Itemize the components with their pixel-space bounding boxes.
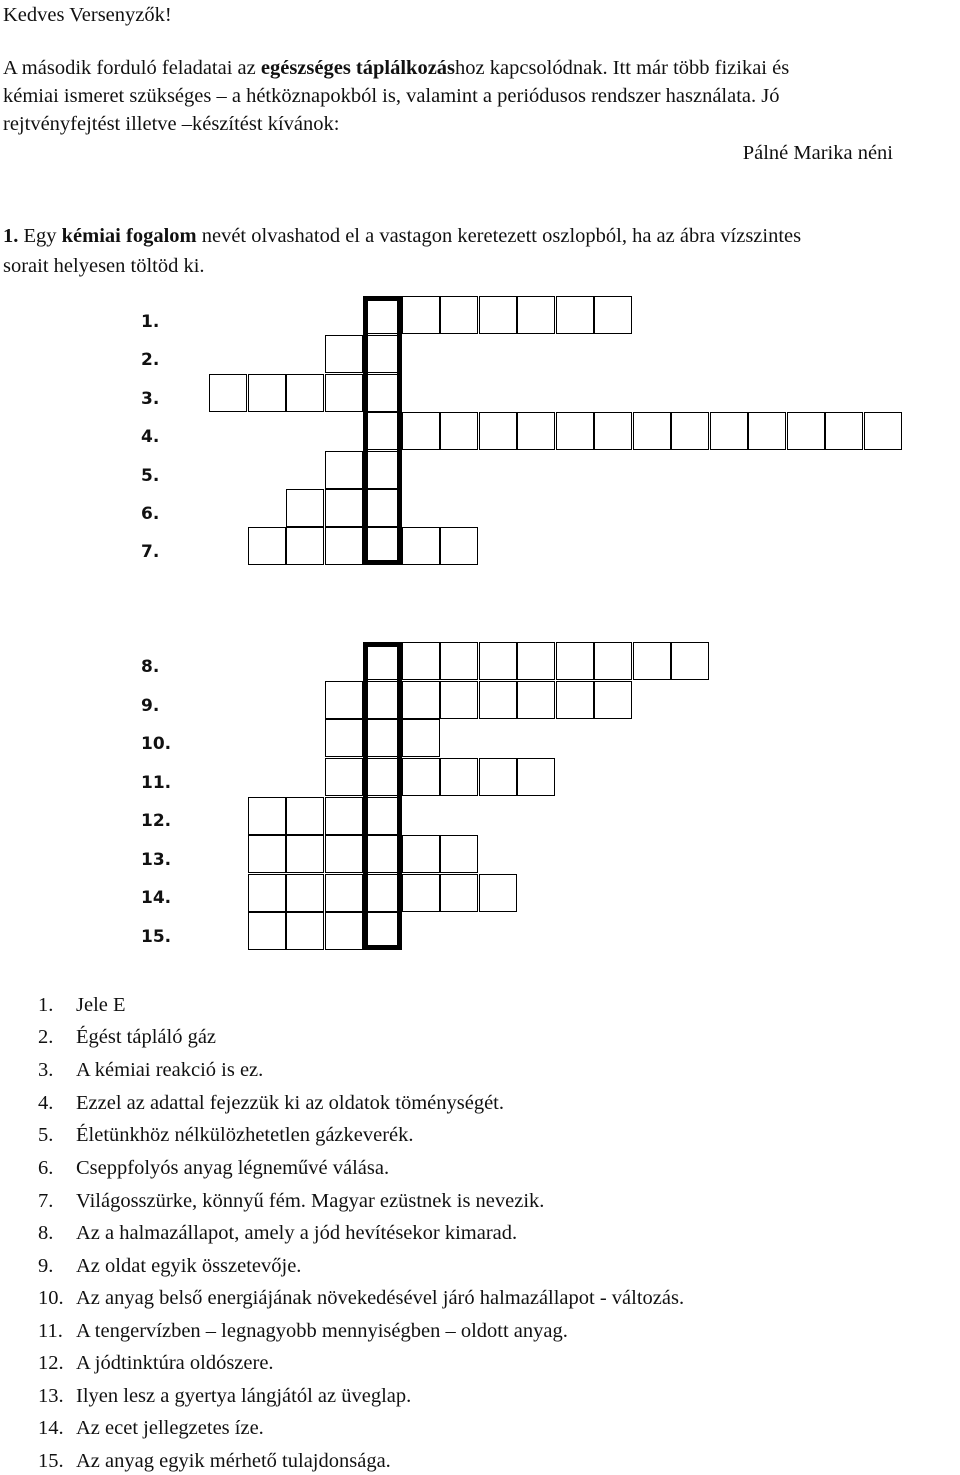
crossword-cell[interactable] bbox=[325, 451, 363, 489]
key-column-cell[interactable] bbox=[363, 412, 401, 450]
intro-line-1-bold: egészséges táplálkozás bbox=[260, 57, 456, 79]
crossword-cell[interactable] bbox=[325, 527, 363, 565]
clue-text: Az anyag belső energiájának növekedésével járó halmazállapot - változás. bbox=[76, 1287, 685, 1309]
crossword-cell[interactable] bbox=[325, 874, 363, 912]
crossword-cell[interactable] bbox=[517, 412, 555, 450]
key-column-cell[interactable] bbox=[363, 874, 401, 912]
crossword-cell[interactable] bbox=[402, 719, 440, 757]
crossword-cell[interactable] bbox=[325, 681, 363, 719]
task-line-2: sorait helyesen töltöd ki. bbox=[3, 255, 205, 277]
crossword-cell[interactable] bbox=[440, 835, 478, 873]
crossword-cell[interactable] bbox=[248, 835, 286, 873]
clue-item bbox=[38, 1287, 684, 1309]
crossword-cell[interactable] bbox=[402, 874, 440, 912]
crossword-cell[interactable] bbox=[402, 296, 440, 334]
crossword-cell[interactable] bbox=[286, 527, 324, 565]
crossword-cell[interactable] bbox=[479, 296, 517, 334]
crossword-cell[interactable] bbox=[286, 912, 324, 950]
key-column-cell[interactable] bbox=[363, 912, 401, 950]
row-number: 8. bbox=[141, 657, 160, 677]
clue-number: 9. bbox=[38, 1255, 54, 1277]
key-column-cell[interactable] bbox=[363, 719, 401, 757]
crossword-cell[interactable] bbox=[594, 412, 632, 450]
key-column-cell[interactable] bbox=[363, 681, 401, 719]
clue-text: Égést tápláló gáz bbox=[76, 1026, 217, 1048]
key-column-cell[interactable] bbox=[363, 489, 401, 527]
crossword-cell[interactable] bbox=[671, 412, 709, 450]
crossword-cell[interactable] bbox=[325, 489, 363, 527]
clue-number: 8. bbox=[38, 1222, 54, 1244]
clue-number: 10. bbox=[38, 1287, 64, 1309]
clue-number: 15. bbox=[38, 1450, 64, 1472]
crossword-cell[interactable] bbox=[286, 797, 324, 835]
clue-number: 6. bbox=[38, 1157, 54, 1179]
clue-text: A jódtinktúra oldószere. bbox=[76, 1352, 274, 1374]
crossword-cell[interactable] bbox=[556, 412, 594, 450]
crossword-cell[interactable] bbox=[517, 296, 555, 334]
clue-text: Életünkhöz nélkülözhetetlen gázkeverék. bbox=[76, 1124, 414, 1146]
crossword-cell[interactable] bbox=[556, 681, 594, 719]
crossword-cell[interactable] bbox=[517, 681, 555, 719]
task-line-1 bbox=[3, 225, 801, 247]
crossword-cell[interactable] bbox=[248, 527, 286, 565]
crossword-cell[interactable] bbox=[286, 374, 324, 412]
crossword-cell[interactable] bbox=[748, 412, 786, 450]
clue-item bbox=[38, 1385, 411, 1407]
clue-number: 3. bbox=[38, 1059, 54, 1081]
clue-number: 1. bbox=[38, 994, 54, 1016]
clue-item bbox=[38, 1190, 544, 1212]
crossword-cell[interactable] bbox=[325, 335, 363, 373]
crossword-cell[interactable] bbox=[402, 758, 440, 796]
row-number: 11. bbox=[141, 773, 172, 793]
crossword-cell[interactable] bbox=[286, 489, 324, 527]
key-column-cell[interactable] bbox=[363, 642, 401, 680]
clue-text: Ilyen lesz a gyertya lángjától az üveglap. bbox=[76, 1385, 412, 1407]
clue-number: 12. bbox=[38, 1352, 64, 1374]
crossword-cell[interactable] bbox=[671, 642, 709, 680]
clue-item bbox=[38, 1255, 301, 1277]
clue-number: 11. bbox=[38, 1320, 63, 1342]
row-number: 4. bbox=[141, 427, 160, 447]
row-number: 1. bbox=[141, 312, 160, 332]
crossword-cell[interactable] bbox=[864, 412, 902, 450]
crossword-cell[interactable] bbox=[402, 527, 440, 565]
clue-item bbox=[38, 1059, 263, 1081]
row-number: 7. bbox=[141, 542, 160, 562]
crossword-cell[interactable] bbox=[402, 681, 440, 719]
crossword-cell[interactable] bbox=[325, 374, 363, 412]
crossword-cell[interactable] bbox=[440, 758, 478, 796]
key-column-cell[interactable] bbox=[363, 527, 401, 565]
row-number: 13. bbox=[141, 850, 172, 870]
crossword-cell[interactable] bbox=[209, 374, 247, 412]
clue-item bbox=[38, 1157, 389, 1179]
greeting: Kedves Versenyzők! bbox=[3, 4, 172, 26]
key-column-cell[interactable] bbox=[363, 335, 401, 373]
crossword-cell[interactable] bbox=[594, 642, 632, 680]
row-number: 2. bbox=[141, 350, 160, 370]
clue-text: Az a halmazállapot, amely a jód hevítésekor kimarad. bbox=[76, 1222, 518, 1244]
crossword-cell[interactable] bbox=[710, 412, 748, 450]
crossword-cell[interactable] bbox=[517, 642, 555, 680]
crossword-cell[interactable] bbox=[479, 681, 517, 719]
clue-item bbox=[38, 994, 126, 1016]
clue-text: Az anyag egyik mérhető tulajdonsága. bbox=[76, 1450, 391, 1472]
crossword-cell[interactable] bbox=[479, 412, 517, 450]
crossword-cell[interactable] bbox=[440, 527, 478, 565]
intro-line-1 bbox=[3, 57, 789, 79]
clue-text: A tengervízben – legnagyobb mennyiségben – oldott anyag. bbox=[76, 1320, 568, 1342]
clue-item bbox=[38, 1026, 216, 1048]
crossword-cell[interactable] bbox=[594, 296, 632, 334]
clue-number: 2. bbox=[38, 1026, 54, 1048]
task-line-1-end: nevét olvashatod el a vastagon keretezett oszlopból, ha az ábra vízszintes bbox=[196, 225, 802, 247]
row-number: 15. bbox=[141, 927, 172, 947]
task-line-1-start: Egy bbox=[18, 225, 62, 247]
clue-text: Világosszürke, könnyű fém. Magyar ezüstnek is nevezik. bbox=[76, 1190, 545, 1212]
clue-text: Az oldat egyik összetevője. bbox=[76, 1255, 302, 1277]
row-number: 3. bbox=[141, 389, 160, 409]
crossword-cell[interactable] bbox=[440, 642, 478, 680]
row-number: 10. bbox=[141, 734, 172, 754]
crossword-cell[interactable] bbox=[248, 912, 286, 950]
crossword-cell[interactable] bbox=[325, 912, 363, 950]
clue-number: 14. bbox=[38, 1417, 64, 1439]
crossword-cell[interactable] bbox=[440, 412, 478, 450]
clue-number: 7. bbox=[38, 1190, 54, 1212]
crossword-cell[interactable] bbox=[402, 412, 440, 450]
key-column-cell[interactable] bbox=[363, 797, 401, 835]
crossword-cell[interactable] bbox=[556, 296, 594, 334]
clue-item bbox=[38, 1450, 391, 1472]
row-number: 5. bbox=[141, 466, 160, 486]
crossword-cell[interactable] bbox=[479, 642, 517, 680]
crossword-cell[interactable] bbox=[517, 758, 555, 796]
task-bold: kémiai fogalom bbox=[61, 225, 197, 247]
clue-item bbox=[38, 1320, 568, 1342]
clue-text: A kémiai reakció is ez. bbox=[76, 1059, 264, 1081]
key-column-cell[interactable] bbox=[363, 758, 401, 796]
crossword-cell[interactable] bbox=[248, 874, 286, 912]
row-number: 12. bbox=[141, 811, 172, 831]
crossword-cell[interactable] bbox=[440, 874, 478, 912]
intro-line-2: kémiai ismeret szükséges – a hétköznapokból is, valamint a periódusos rendszer használata. Jó bbox=[3, 85, 780, 107]
crossword-cell[interactable] bbox=[479, 758, 517, 796]
task-number: 1. bbox=[3, 225, 19, 247]
clue-item bbox=[38, 1092, 504, 1114]
crossword-cell[interactable] bbox=[787, 412, 825, 450]
crossword-cell[interactable] bbox=[825, 412, 863, 450]
key-column-cell[interactable] bbox=[363, 374, 401, 412]
clue-item bbox=[38, 1222, 517, 1244]
crossword-cell[interactable] bbox=[633, 642, 671, 680]
crossword-cell[interactable] bbox=[440, 296, 478, 334]
clue-number: 13. bbox=[38, 1385, 64, 1407]
clue-item bbox=[38, 1352, 274, 1374]
clue-text: Cseppfolyós anyag légneművé válása. bbox=[76, 1157, 390, 1179]
key-column-cell[interactable] bbox=[363, 296, 401, 334]
intro-line-3: rejtvényfejtést illetve –készítést kívánok: bbox=[3, 113, 340, 135]
signature: Pálné Marika néni bbox=[742, 142, 893, 164]
crossword-cell[interactable] bbox=[286, 874, 324, 912]
clue-text: Ezzel az adattal fejezzük ki az oldatok töménységét. bbox=[76, 1092, 505, 1114]
intro-line-1-start: A második forduló feladatai az bbox=[3, 57, 261, 79]
crossword-cell[interactable] bbox=[248, 374, 286, 412]
crossword-cell[interactable] bbox=[325, 797, 363, 835]
key-column-cell[interactable] bbox=[363, 835, 401, 873]
intro-line-1-end: hoz kapcsolódnak. Itt már több fizikai és bbox=[455, 57, 790, 79]
crossword-cell[interactable] bbox=[633, 412, 671, 450]
crossword-cell[interactable] bbox=[594, 681, 632, 719]
clue-number: 5. bbox=[38, 1124, 54, 1146]
crossword-cell[interactable] bbox=[248, 797, 286, 835]
clue-text: Jele E bbox=[76, 994, 126, 1016]
row-number: 9. bbox=[141, 696, 160, 716]
crossword-cell[interactable] bbox=[286, 835, 324, 873]
crossword-cell[interactable] bbox=[440, 681, 478, 719]
clue-item bbox=[38, 1417, 264, 1439]
crossword-cell[interactable] bbox=[556, 642, 594, 680]
crossword-cell[interactable] bbox=[325, 719, 363, 757]
clue-number: 4. bbox=[38, 1092, 54, 1114]
crossword-cell[interactable] bbox=[402, 835, 440, 873]
crossword-cell[interactable] bbox=[479, 874, 517, 912]
clue-text: Az ecet jellegzetes íze. bbox=[76, 1417, 264, 1439]
clue-item bbox=[38, 1124, 414, 1146]
row-number: 6. bbox=[141, 504, 160, 524]
crossword-cell[interactable] bbox=[325, 758, 363, 796]
crossword-cell[interactable] bbox=[402, 642, 440, 680]
row-number: 14. bbox=[141, 888, 172, 908]
key-column-cell[interactable] bbox=[363, 451, 401, 489]
crossword-cell[interactable] bbox=[325, 835, 363, 873]
